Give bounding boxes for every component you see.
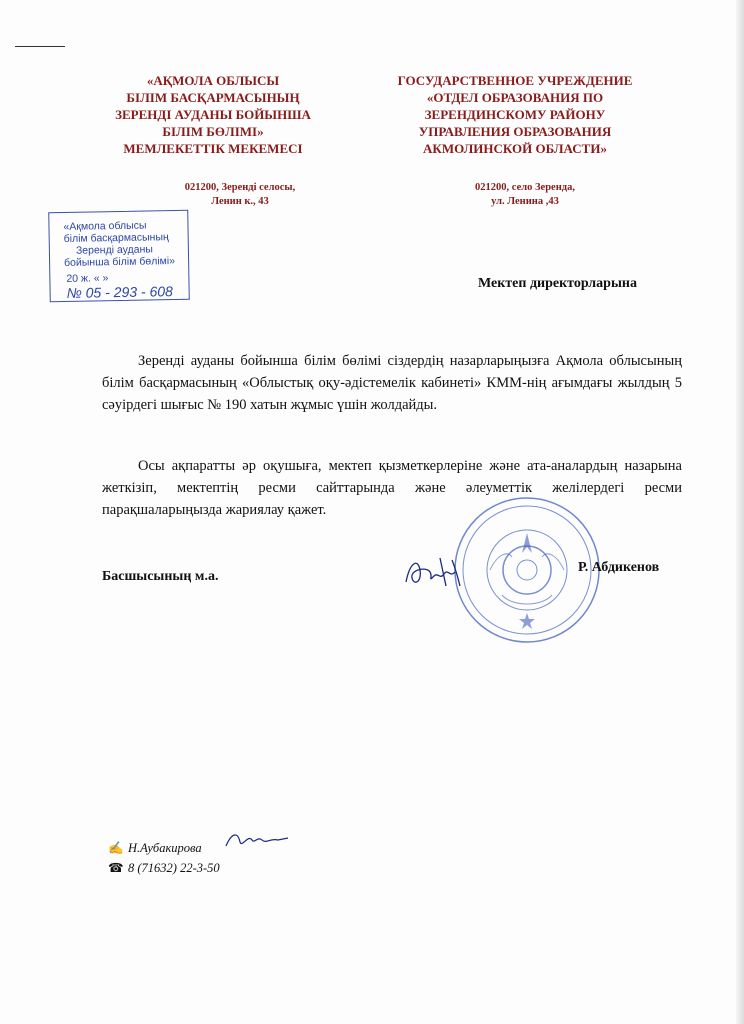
executor-phone: 8 (71632) 22-3-50 xyxy=(128,861,220,875)
signature-icon xyxy=(400,552,470,592)
recipient-heading: Мектеп директорларына xyxy=(478,276,637,291)
signatory-name: Р. Абдикенов xyxy=(578,560,660,575)
stamp-line: «Ақмола облысы xyxy=(63,219,147,233)
registration-stamp xyxy=(48,210,190,302)
stamp-line: Зеренді ауданы xyxy=(75,243,153,257)
header-russian xyxy=(370,72,660,157)
initials-signature-icon xyxy=(222,828,292,852)
address-kazakh xyxy=(160,181,320,209)
pencil-icon: ✍ xyxy=(108,841,124,855)
body-paragraph-1: Зеренді ауданы бойынша білім бөлімі сіздердің назарларыңызға Ақмола облысының білім басқармасының «Облыстық оқу-әдістемелік кабинеті» КММ-нің ағымдағы жылдың 5 сәуірдегі шығыс № 190 хатын жұмыс үшін жолдайды. xyxy=(102,353,682,413)
executor-name: Н.Аубакирова xyxy=(128,841,202,855)
header-right-line: АКМОЛИНСКОЙ ОБЛАСТИ» xyxy=(423,141,607,156)
address-russian xyxy=(440,181,610,209)
address-line: 021200, Зеренді селосы, xyxy=(184,182,296,193)
address-line: ул. Ленина ,43 xyxy=(491,196,559,207)
header-left-line: «АҚМОЛА ОБЛЫСЫ xyxy=(146,73,280,88)
header-left-line: БІЛІМ БӨЛІМІ» xyxy=(162,124,264,139)
header-left-line: ЗЕРЕНДІ АУДАНЫ БОЙЫНША xyxy=(115,107,311,122)
stamp-date-line: 20 ж. « » xyxy=(66,272,109,285)
header-left-line: БІЛІМ БАСҚАРМАСЫНЫҢ xyxy=(126,90,300,105)
corner-rule xyxy=(15,46,65,47)
header-right-line: ГОСУДАРСТВЕННОЕ УЧРЕЖДЕНИЕ xyxy=(397,73,633,88)
executor-name-row xyxy=(108,838,220,858)
stamp-line: білім басқармасының xyxy=(63,231,169,245)
body-paragraph-2: Осы ақпаратты әр оқушыға, мектеп қызметкерлеріне және ата-аналардың назарына жеткізіп, мектептің ресми сайттарында және әлеуметтік желілердегі ресми парақшаларыңызда жариялау қажет. xyxy=(102,458,682,518)
scan-edge xyxy=(736,0,744,1024)
header-kazakh xyxy=(108,72,318,157)
header-left-line: МЕМЛЕКЕТТІК МЕКЕМЕСІ xyxy=(123,141,303,156)
header-right-line: ЗЕРЕНДИНСКОМУ РАЙОНУ xyxy=(424,107,606,122)
address-line: Ленин к., 43 xyxy=(211,196,269,207)
executor-phone-row xyxy=(108,858,220,878)
address-line: 021200, село Зеренда, xyxy=(475,182,575,193)
signatory-title: Басшысының м.а. xyxy=(102,569,219,584)
header-right-line: УПРАВЛЕНИЯ ОБРАЗОВАНИЯ xyxy=(418,124,612,139)
stamp-number: № 05 - 293 - 608 xyxy=(66,283,173,301)
stamp-line: бойынша білім бөлімі» xyxy=(64,255,176,269)
executor-block xyxy=(108,838,220,878)
header-right-line: «ОТДЕЛ ОБРАЗОВАНИЯ ПО xyxy=(426,90,604,105)
telephone-icon: ☎ xyxy=(108,861,124,875)
